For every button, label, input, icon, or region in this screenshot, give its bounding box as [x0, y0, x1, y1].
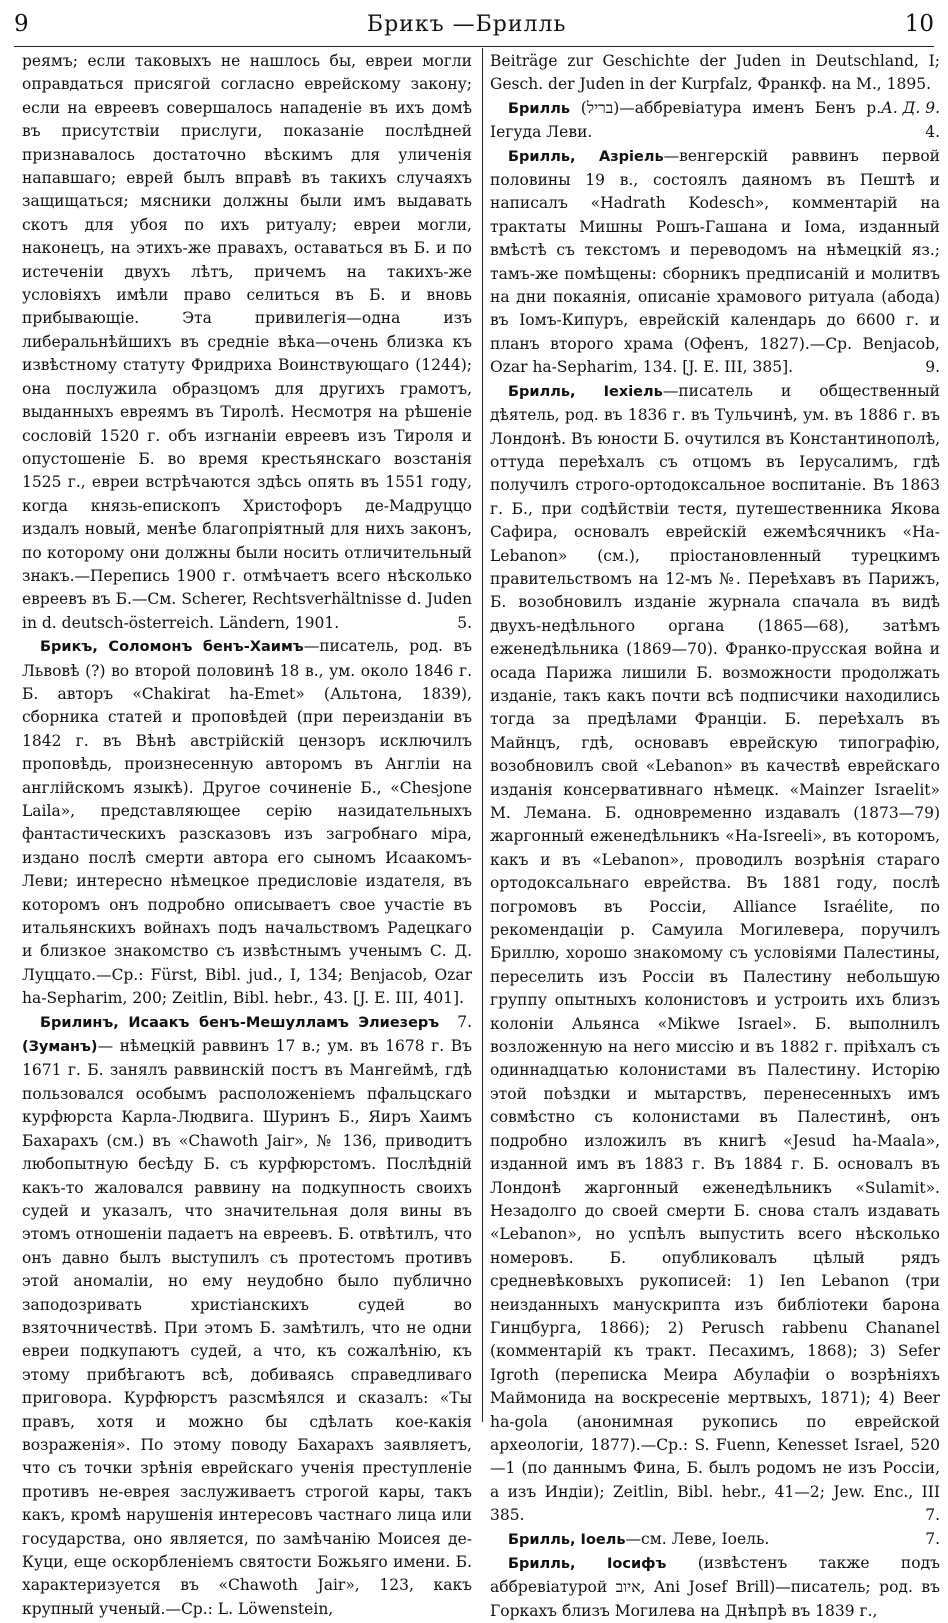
left-column [22, 50, 472, 1618]
entry-text: (извѣстенъ также подъ аббревіатурой איוב, Ani Josef Brill)—писатель; род. въ Горкахъ близъ Могилева на Днѣпрѣ въ 1839 г., [490, 1554, 940, 1620]
entry-text: (בריל)—аббревіатура именъ Бенъ р. Іегуда Леви. [490, 98, 882, 142]
entry-text: — нѣмецкій раввинъ 17 в.; ум. въ 1678 г. Въ 1671 г. Б. занялъ раввинскій постъ въ Мангеймѣ, гдѣ пользовался особымъ расположеніемъ пфальцскаго курфюрста Карла-Людвига. Шуринъ Б., Яиръ Хаимъ Бахарахъ (см.) въ «Chawoth Jair», № 136, приводитъ любопытную бесѣду Б. съ курфюрстомъ. Послѣдній какъ-то жаловался раввину на подкупность своихъ судей и указалъ, что значительная доля вины въ этомъ отношеніи падаетъ на евреевъ. Б. отвѣтилъ, что онъ давно былъ выступилъ съ протестомъ противъ этой аномаліи, но ему неудобно было публично заподозривать христіанскихъ судей во взяточничествѣ. При этомъ Б. замѣтилъ, что не одни евреи подкупаютъ судей, а что, къ сожалѣнію, къ этому прибѣгаютъ всѣ, добиваясь справедливаго приговора. Курфюрстъ разсмѣялся и сказалъ: «Ты правъ, хотя и можно бы сдѣлать кое-какія возраженія». По этому поводу Бахарахъ заявляетъ, что съ точки зрѣнія еврейскаго ученія преступленіе противъ не-еврея заслуживаетъ строгой кары, такъ какъ, кромѣ нарушенія интересовъ частнаго лица или государства, оно является, по замѣчанію Моисея де-Куци, еще оскорбленіемъ святости Божьяго имени. Б. характеризуется въ «Chawoth Jair», 123, какъ крупный ученый.—Ср.: L. Löwenstein, [22, 1037, 472, 1618]
continued-text: Beiträge zur Geschichte der Juden in Deutschland, I; Gesch. der Juden in der Kurpfalz, Франкф. на М., 1895. [490, 52, 940, 94]
entry-signature: 7. [925, 1529, 940, 1548]
entry-text: —венгерскій раввинъ первой половины 19 в., состоялъ даяномъ въ Пештѣ и написалъ «Hadrath Kodesch», комментарій на трактаты Мишны Рошъ-Гашана и Іома, изданный вмѣстѣ съ текстомъ и переводомъ на нѣмецкій яз.; тамъ-же помѣщены: сборникъ предписаній и молитвъ на дни покаянія, описаніе храмового ритуала (абода) въ Іомъ-Кипуръ, еврейскій календарь до 6600 г. и планъ второго храма (Офенъ, 1827).—Ср. Benjacob, Ozar ha-Sepharim, 134. [J. E. III, 385]. [490, 146, 940, 377]
entry-brill-ioel [490, 1528, 940, 1552]
entry-signature: 7. [457, 1012, 472, 1031]
continued-text: реямъ; если таковыхъ не нашлось бы, евреи могли оправдаться присягой согласно еврейскому закону; если на евреевъ совершалось нападеніе въ ихъ домѣ въ присутствіи прислуги, показаніе послѣдней признавалось достаточно вѣскимъ для уличенія напавшаго; еврей былъ вправѣ въ такихъ случаяхъ защищаться; мясники должны были имъ выдавать скотъ для убоя по ихъ ритуалу; евреи могли, наконецъ, на этихъ-же правахъ, оставаться въ Б. и по истеченіи двухъ лѣтъ, причемъ на такихъ-же условіяхъ имѣли право селиться въ Б. и вновь прибывающіе. Эта привилегія—одна изъ либеральнѣйшихъ въ средніе вѣка—очень близка къ извѣстному статуту Фридриха Воинствующаго (1244); она послужила образцомъ для другихъ грамотъ, выданныхъ евреямъ въ Тиролѣ. Несмотря на рѣшеніе сословій 1520 г. объ изгнаніи евреевъ изъ Тироля и опустошеніе Б. во время крестьянскаго возстанія 1525 г., евреи встрѣчаются здѣсь опять въ 1551 году, когда князь-епископъ Христофоръ де-Мадруццо издалъ новый, менѣе благопріятный для нихъ законъ, по которому они должны были носить отличительный знакъ.—Перепись 1900 г. отмѣчаетъ всего нѣсколько евреевъ въ Б.—См. Scherer, Rechtsverhältnisse d. Juden in d. deutsch-österreich. Ländern, 1901. [22, 52, 472, 632]
entry-text: —писатель и общественный дѣятель, род. въ 1836 г. въ Тульчинѣ, ум. въ 1886 г. въ Лондонѣ. Въ юности Б. очутился въ Константинополѣ, оттуда переѣхалъ съ отцомъ въ Іерусалимъ, гдѣ получилъ строго-ортодоксальное воспитаніе. Въ 1863 г. Б., при содѣйствіи тестя, путешественника Якова Сафира, основалъ еврейскій ежемѣсячникъ «Ha-Lebanon» (см.), пріостановленный турецкимъ правительствомъ на 12-мъ №. Переѣхавъ въ Парижъ, Б. возобновилъ изданіе журнала спачала въ видѣ двухъ-недѣльного органа (1865—68), затѣмъ еженедѣльника (1869—70). Франко-прусская война и осада Парижа лишили Б. возможности продолжать изданіе, такъ какъ почти всѣ подписчики находились тогда за предѣлами Франціи. Б. переѣхалъ въ Майнцъ, гдѣ, основавъ еврейскую типографію, возобновилъ свой «Lebanon» въ качествѣ еврейскаго изданія консервативнаго нѣмецк. «Mainzer Israelit» М. Лемана. Б. одновременно издавалъ (1873—79) жаргонный еженедѣльникъ «Ha-Isreeli», въ которомъ, какъ и въ «Lebanon», проводилъ возрѣнія стараго ортодоксальнаго еврейства. Въ 1881 году, послѣ погромовъ въ Россіи, Alliance Israélite, по рекомендаціи р. Самуила Могилевера, поручилъ Бриллю, хорошо знакомому съ условіями Палестины, переселить изъ Россіи въ Палестину небольшую группу опытныхъ колонистовъ и устроить ихъ близъ колоніи Альянса «Mikwe Israel». Б. выполнилъ возложенную на него миссію и въ 1882 г. пріѣхалъ съ одиннадцатью колонистами въ Палестину. Исторію этой поѣздки и мытарствъ, перенесенныхъ имъ совмѣстно съ колонистами въ Палестинѣ, онъ подробно изложилъ въ книгѣ «Jesud ha-Maala», изданной имъ въ 1883 г. Въ 1884 г. Б. основалъ въ Лондонѣ жаргонный еженедѣльникъ «Sulamit». Незадолго до своей смерти Б. снова сталъ издавать «Lebanon», но успѣлъ выпустить всего нѣсколько номеровъ. Б. опубликовалъ цѣлый рядъ средневѣковыхъ рукописей: 1) Ien Lebanon (три неизданныхъ манускрипта изъ библіотеки барона Гинцбурга, 1866); 2) Perusch rabbenu Chananel (комментарій къ тракт. Песахимъ, 1868); 3) Sefer Igroth (переписка Меира Абулафіи о возрѣніяхъ Маймонида на воскресеніе мертвыхъ, 1871); 4) Beer ha-gola (анонимная рукопись по еврейской археологіи, 1877).—Ср.: S. Fuenn, Kenesset Israel, 520—1 (по даннымъ Фина, Б. былъ родомъ не изъ Россіи, а изъ Индіи); Zeitlin, Bibl. hebr., 41—2; Jew. Enc., III 385. [490, 381, 940, 1525]
entry-signature: 9. [925, 358, 940, 377]
entry-heading: Брилль, Іоель [508, 1531, 626, 1548]
entry-brik-solomon [22, 635, 472, 1031]
entry-text: —писатель, род. въ Львовѣ (?) во второй половинѣ 18 в., ум. около 1846 г. Б. авторъ «Chakirat ha-Emet» (Альтона, 1839), сборника статей и проповѣдей (при переизданіи въ 1842 г. въ Вѣнѣ австрійскій цензоръ исключилъ проповѣдь, произнесенную авторомъ въ Англіи на англійскомъ языкѣ). Другое сочиненіе Б., «Chesjone Laila», представляющее серію назидательныхъ фантастическихъ разсказовъ изъ загробнаго міра, издано послѣ смерти автора его сыномъ Исаакомъ-Леви; интересно нѣмецкое предисловіе издателя, въ которомъ онъ подробно описываетъ свое участіе въ итальянскихъ войнахъ подъ начальствомъ Радецкаго и близкое знакомство съ извѣстнымъ ученымъ С. Д. Луццато.—Ср.: Fürst, Bibl. jud., I, 134; Benjacob, Ozar ha-Sepharim, 200; Zeitlin, Bibl. hebr., 43. [J. E. III, 401]. [22, 637, 472, 1008]
entry-brill-iehiel [490, 380, 940, 1528]
entry-brill-abbrev [490, 97, 940, 145]
running-title: Брикъ —Брилль [366, 11, 567, 37]
right-column [490, 50, 940, 1620]
page-number-left: 9 [14, 11, 29, 37]
entry-signature: 5. [457, 613, 472, 632]
entry-heading: Брикъ, Соломонъ бенъ-Хаимъ [40, 639, 304, 656]
entry-text: —см. Леве, Іоель. [625, 1529, 770, 1548]
entry-heading: Брилль, Іосифъ [508, 1556, 667, 1572]
column-divider [482, 48, 483, 1422]
header-rule [14, 46, 934, 47]
entry-heading: Брилль, Іехіель [508, 383, 663, 400]
page-number-right: 10 [904, 11, 934, 37]
entry-brilin-isaak [22, 1011, 472, 1622]
continued-entry [22, 50, 472, 635]
entry-signature: 4. [925, 123, 940, 142]
entry-heading: Брилль, Азріель [508, 148, 664, 165]
entry-heading: Брилинъ, Исаакъ бенъ-Мешулламъ Элиезеръ (Зуманъ) [22, 1014, 440, 1056]
entry-signature: А. Д. 9. [881, 98, 940, 117]
entry-brill-iosif [490, 1552, 940, 1623]
entry-signature: 7. [925, 1506, 940, 1525]
entry-brill-azriel [490, 145, 940, 380]
page-header [14, 4, 934, 44]
entry-heading: Брилль [508, 100, 571, 117]
